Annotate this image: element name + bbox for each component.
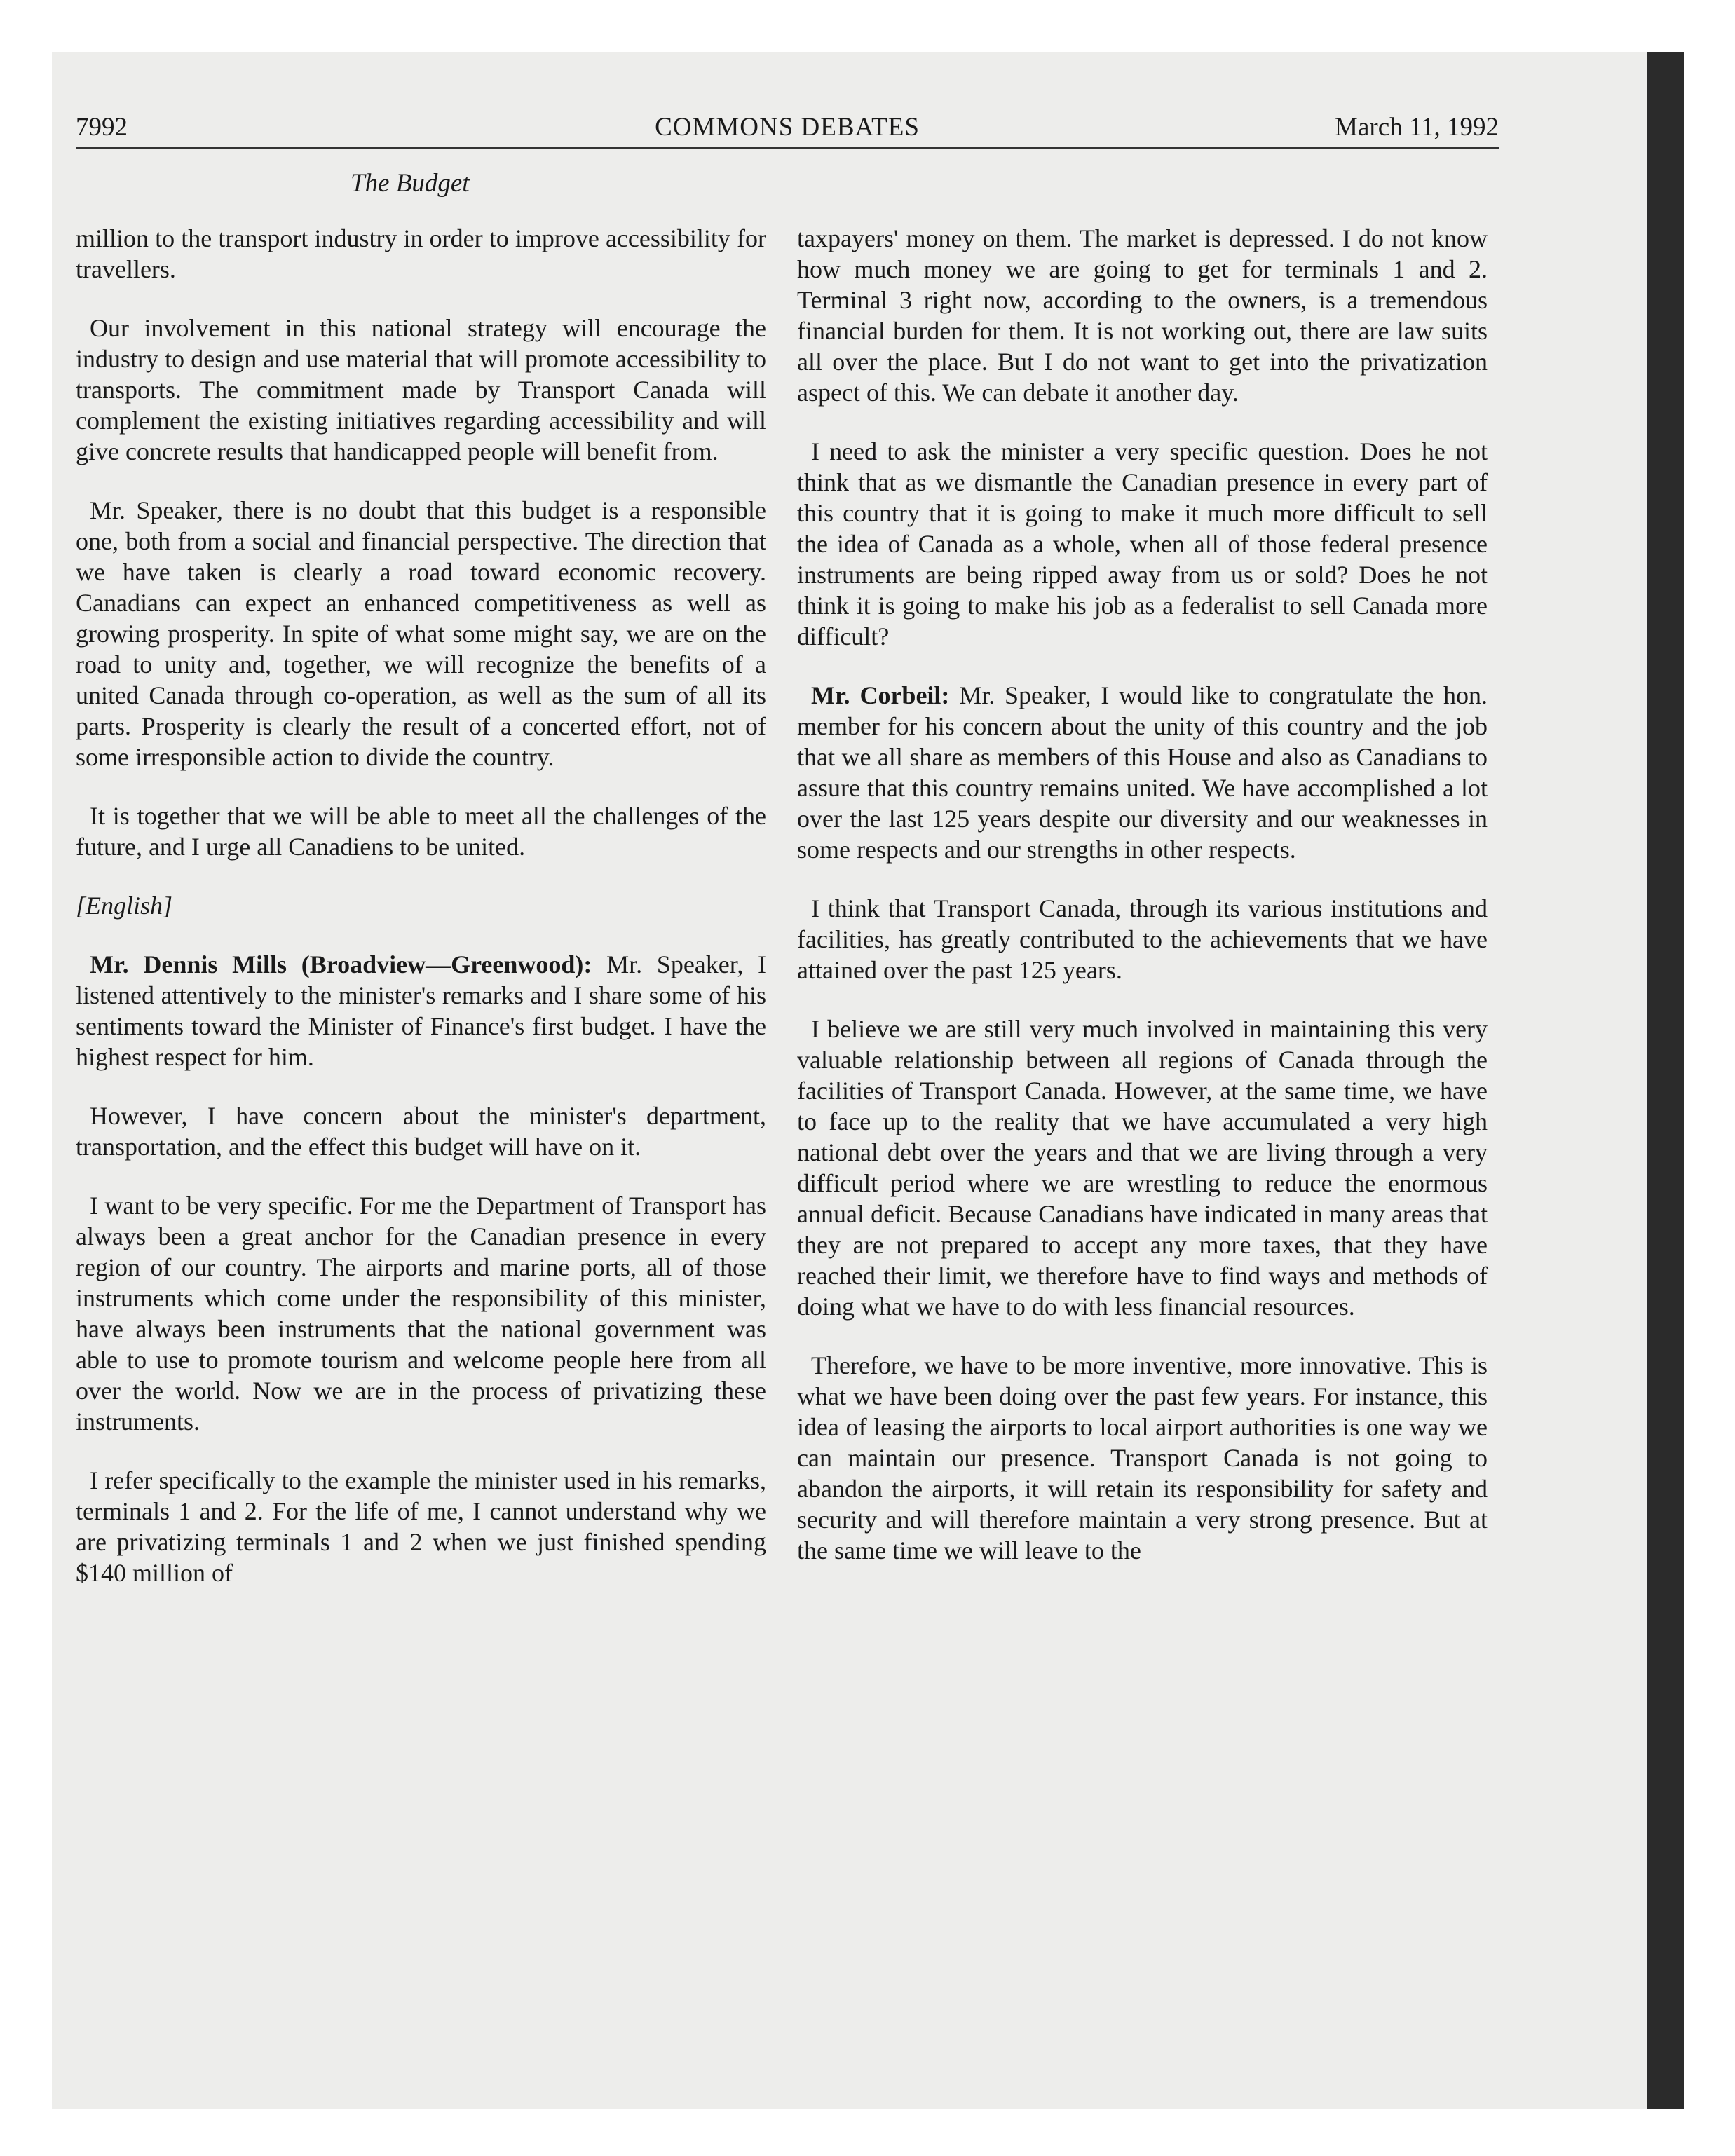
paragraph: I believe we are still very much involved in maintaining this very valuable relationship between all regions of Canada through the facilities of Transport Canada. However, at the same time, we have to face up to the reality that we have accumulated a very high national debt over the years and that we are living through a very difficult period where we are wrestling to reduce the enormous annual deficit. Because Canadians have indicated in many areas that they are not prepared to accept any more taxes, that they have reached their limit, we therefore have to find ways and methods of doing what we have to do with less financial resources.: [797, 1015, 1488, 1321]
scan-edge-shadow: [1647, 52, 1684, 2109]
paragraph: I refer specifically to the example the minister used in his remarks, terminals 1 and 2. For the life of me, I cannot understand why we are privatizing terminals 1 and 2 when we just finished spending $140 million of: [76, 1466, 766, 1587]
paragraph: It is together that we will be able to meet all the challenges of the future, and I urge all Canadiens to be united.: [76, 802, 766, 861]
paragraph: I think that Transport Canada, through its various institutions and facilities, has greatly contributed to the achievements that we have attained over the past 125 years.: [797, 894, 1488, 984]
paragraph: Therefore, we have to be more inventive, more innovative. This is what we have been doing over the past few years. For instance, this idea of leasing the airports to local airport authorities is one way we can maintain our presence. Transport Canada is not going to abandon the airports, it will retain its responsibility for safety and security and will therefore maintain a very strong presence. But at the same time we will leave to the: [797, 1351, 1488, 1564]
section-title: The Budget: [351, 169, 470, 198]
paragraph: Our involvement in this national strategy will encourage the industry to design and use material that will promote accessibility to transports. The commitment made by Transport Canada will complement the existing initiatives regarding accessibility and will give concrete results that handicapped people will benefit from.: [76, 314, 766, 465]
speaker-name: Mr. Corbeil:: [811, 681, 950, 709]
page-header: [76, 97, 1499, 149]
language-marker: [English]: [76, 892, 173, 920]
speech-paragraph: Mr. Corbeil: Mr. Speaker, I would like to congratulate the hon. member for his concern about the unity of this country and the job that we all share as members of this House and also as Canadians to assure that this country remains united. We have accomplished a lot over the last 125 years despite our diversity and our weaknesses in some respects and our strengths in other respects.: [797, 681, 1488, 864]
left-column: [76, 223, 766, 1616]
paragraph: However, I have concern about the minister's department, transportation, and the effect this budget will have on it.: [76, 1102, 766, 1161]
paragraph: Mr. Speaker, there is no doubt that this budget is a responsible one, both from a social and financial perspective. The direction that we have taken is clearly a road toward economic recovery. Canadians can expect an enhanced competitiveness as well as growing prosperity. In spite of what some might say, we are on the road to unity and, together, we will recognize the benefits of a united Canada through co-operation, as well as the sum of all its parts. Prosperity is clearly the result of a concerted effort, not of some irresponsible action to divide the country.: [76, 496, 766, 771]
right-column: [797, 223, 1488, 1594]
paragraph: I need to ask the minister a very specific question. Does he not think that as we dismantle the Canadian presence in every part of this country that it is going to make it much more difficult to sell the idea of Canada as a whole, when all of those federal presence instruments are being ripped away from us or sold? Does he not think it is going to make his job as a federalist to sell Canada more difficult?: [797, 437, 1488, 650]
page-number: 7992: [76, 113, 128, 142]
speaker-name: Mr. Dennis Mills (Broadview—Greenwood):: [90, 950, 592, 978]
paragraph: I want to be very specific. For me the Department of Transport has always been a great anchor for the Canadian presence in every region of our country. The airports and marine ports, all of those instruments which come under the responsibility of this minister, have always been instruments that the national government was able to use to promote tourism and welcome people here from all over the world. Now we are in the process of privatizing these instruments.: [76, 1192, 766, 1435]
running-head: COMMONS DEBATES: [655, 113, 920, 142]
paragraph: taxpayers' money on them. The market is depressed. I do not know how much money we are going to get for terminals 1 and 2. Terminal 3 right now, according to the owners, is a tremendous financial burden for them. It is not working out, there are law suits all over the place. But I do not want to get into the privatization aspect of this. We can debate it another day.: [797, 224, 1488, 407]
page-date: March 11, 1992: [1335, 113, 1499, 142]
paragraph: million to the transport industry in order to improve accessibility for travellers.: [76, 224, 766, 283]
speech-paragraph: Mr. Dennis Mills (Broadview—Greenwood): Mr. Speaker, I listened attentively to the minister's remarks and I share some of his sentiments toward the Minister of Finance's first budget. I have the highest respect for him.: [76, 950, 766, 1071]
